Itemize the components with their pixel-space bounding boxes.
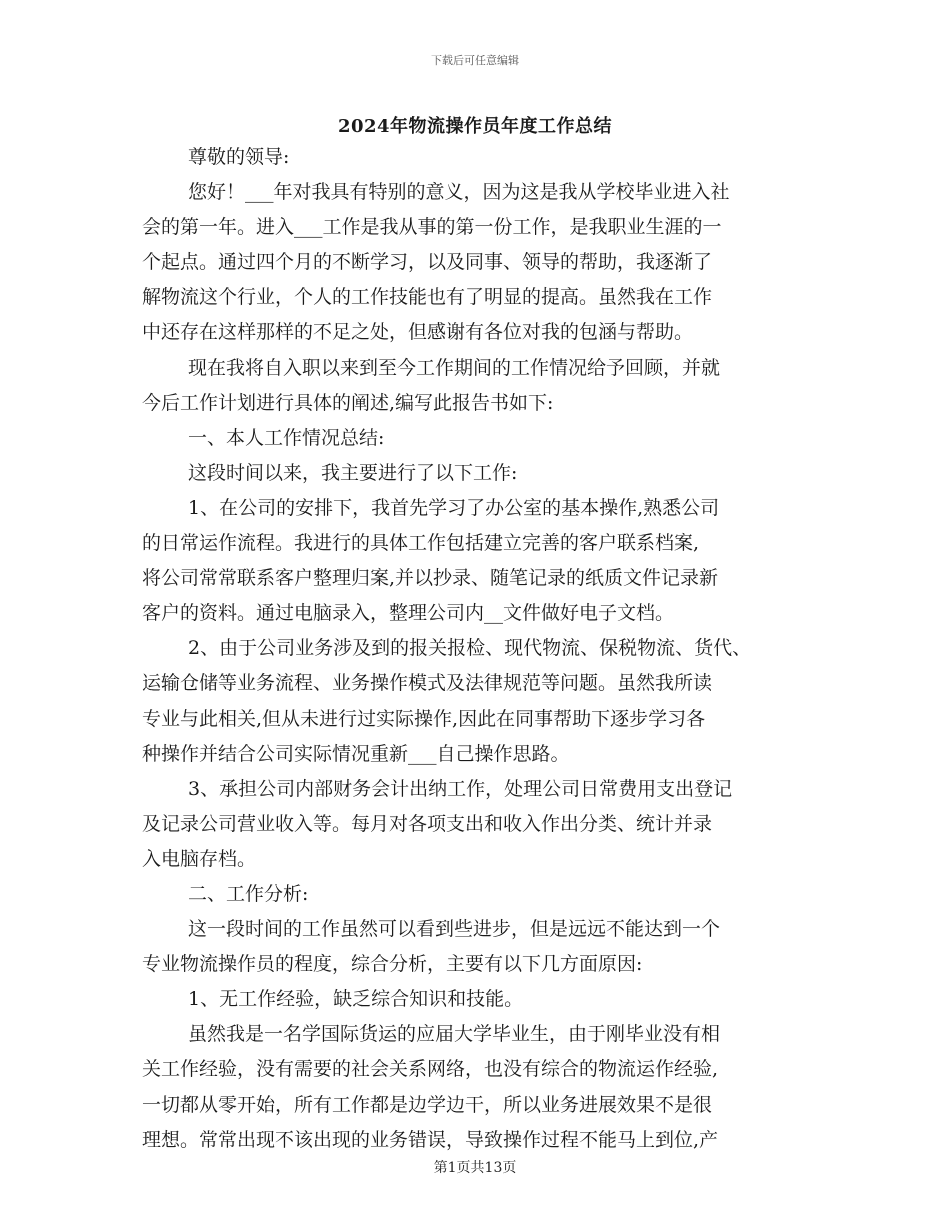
text-line: 您好！___年对我具有特别的意义，因为这是我从学校毕业进入社	[188, 181, 730, 204]
text-line: 及记录公司营业收入等。每月对各项支出和收入作出分类、统计并录	[142, 812, 713, 835]
text-line: 种操作并结合公司实际情况重新___自己操作思路。	[142, 742, 570, 765]
text-line: 这一段时间的工作虽然可以看到些进步，但是远远不能达到一个	[188, 918, 721, 941]
text-line: 运输仓储等业务流程、业务操作模式及法律规范等问题。虽然我所读	[142, 672, 713, 695]
text-line: 专业物流操作员的程度，综合分析，主要有以下几方面原因:	[142, 953, 643, 976]
text-line: 2、由于公司业务涉及到的报关报检、现代物流、保税物流、货代、	[188, 637, 752, 660]
text-line: 理想。常常出现不该出现的业务错误，导致操作过程不能马上到位,产	[142, 1128, 719, 1151]
text-line: 一切都从零开始，所有工作都是边学边干，所以业务进展效果不是很	[142, 1093, 713, 1116]
text-line: 中还存在这样那样的不足之处，但感谢有各位对我的包涵与帮助。	[142, 321, 694, 344]
text-line: 尊敬的领导:	[188, 146, 290, 168]
text-line: 客户的资料。通过电脑录入，整理公司内__文件做好电子文档。	[142, 602, 675, 625]
text-line: 一、本人工作情况总结:	[188, 426, 385, 449]
text-line: 将公司常常联系客户整理归案,并以抄录、随笔记录的纸质文件记录新	[142, 567, 719, 590]
text-line: 专业与此相关,但从未进行过实际操作,因此在同事帮助下逐步学习各	[142, 707, 706, 730]
text-line: 今后工作计划进行具体的阐述,编写此报告书如下:	[142, 391, 554, 414]
text-line: 虽然我是一名学国际货运的应届大学毕业生，由于刚毕业没有相	[188, 1023, 721, 1046]
document-title: 2024年物流操作员年度工作总结	[337, 116, 613, 137]
page-footer: 第1页共13页	[433, 1160, 517, 1176]
header-note: 下载后可任意编辑	[431, 54, 519, 67]
text-line: 入电脑存档。	[142, 847, 257, 870]
text-line: 1、无工作经验，缺乏综合知识和技能。	[188, 988, 524, 1011]
text-line: 个起点。通过四个月的不断学习，以及同事、领导的帮助，我逐渐了	[142, 251, 713, 274]
text-line: 现在我将自入职以来到至今工作期间的工作情况给予回顾，并就	[188, 356, 721, 379]
text-line: 会的第一年。进入___工作是我从事的第一份工作，是我职业生涯的一	[142, 216, 722, 239]
text-line: 的日常运作流程。我进行的具体工作包括建立完善的客户联系档案,	[142, 532, 700, 555]
text-line: 1、在公司的安排下，我首先学习了办公室的基本操作,熟悉公司	[188, 496, 720, 519]
text-line: 这段时间以来，我主要进行了以下工作:	[188, 461, 518, 484]
text-line: 3、承担公司内部财务会计出纳工作，处理公司日常费用支出登记	[188, 777, 733, 800]
text-line: 解物流这个行业，个人的工作技能也有了明显的提高。虽然我在工作	[142, 286, 713, 309]
document-body	[142, 140, 822, 1158]
text-line: 二、工作分析:	[188, 882, 309, 905]
text-line: 关工作经验，没有需要的社会关系网络，也没有综合的物流运作经验,	[142, 1058, 719, 1081]
